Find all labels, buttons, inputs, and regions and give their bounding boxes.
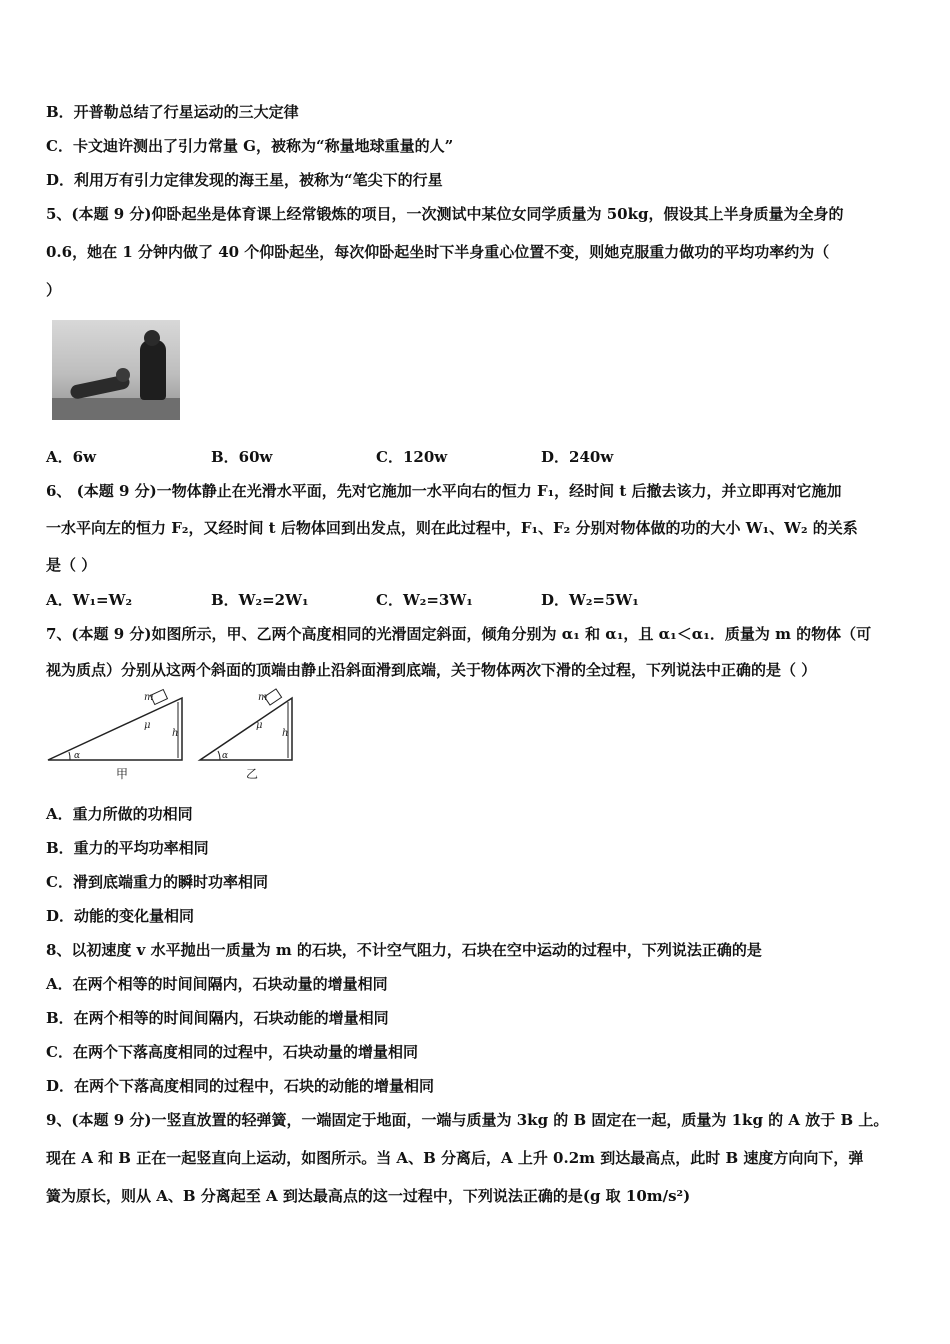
- q4-option-d: D．利用万有引力定律发现的海王星，被称为“笔尖下的行星: [46, 171, 443, 189]
- q8-option-b: B．在两个相等的时间间隔内，石块动能的增量相同: [46, 1009, 389, 1027]
- q5-option-d: D．240w: [541, 448, 614, 466]
- yi-label: 乙: [246, 767, 259, 781]
- q4-option-b: B．开普勒总结了行星运动的三大定律: [46, 103, 299, 121]
- yi-mass-label: m: [258, 692, 268, 703]
- yi-height-label: h: [282, 728, 289, 739]
- yi-mu-label: μ: [256, 720, 263, 731]
- q5-stem-line3: ）: [46, 281, 62, 299]
- q4-option-c: C．卡文迪许测出了引力常量 G，被称为“称量地球重量的人”: [46, 137, 454, 155]
- q7-stem-line1: 7、(本题 9 分)如图所示，甲、乙两个高度相同的光滑固定斜面，倾角分别为 α₁ 和 α₁，且 α₁＜α₁．质量为 m 的物体（可: [46, 625, 872, 643]
- q6-stem-line1: 6、 (本题 9 分)一物体静止在光滑水平面，先对它施加一水平向右的恒力 F₁，经时间 t 后撤去该力，并立即再对它施加: [46, 482, 842, 500]
- jia-mass-label: m: [144, 692, 154, 703]
- q6-stem-line3: 是（ ）: [46, 556, 97, 574]
- q5-options: [46, 447, 920, 467]
- jia-mu-label: μ: [144, 720, 151, 731]
- q8-option-a: A．在两个相等的时间间隔内，石块动量的增量相同: [46, 975, 388, 993]
- q7-option-a: A．重力所做的功相同: [46, 805, 193, 823]
- q8-stem: 8、以初速度 v 水平抛出一质量为 m 的石块，不计空气阻力，石块在空中运动的过程中，下列说法正确的是: [46, 941, 762, 959]
- yi-angle-label: α: [222, 751, 229, 761]
- q7-stem-line2: 视为质点）分别从这两个斜面的顶端由静止沿斜面滑到底端，关于物体两次下滑的全过程，下列说法中正确的是（ ）: [46, 661, 817, 679]
- jia-label: 甲: [116, 767, 129, 781]
- q7-option-b: B．重力的平均功率相同: [46, 839, 209, 857]
- q7-option-d: D．动能的变化量相同: [46, 907, 195, 925]
- q9-stem-line2: 现在 A 和 B 正在一起竖直向上运动，如图所示。当 A、B 分离后，A 上升 0.2m 到达最高点，此时 B 速度方向向下，弹: [46, 1149, 864, 1167]
- q5-option-c: C．120w: [376, 448, 448, 466]
- jia-height-label: h: [172, 728, 179, 739]
- q7-option-c: C．滑到底端重力的瞬时功率相同: [46, 873, 268, 891]
- q5-option-a: A．6w: [46, 448, 96, 466]
- situp-photo: [52, 320, 180, 420]
- jia-angle-label: α: [74, 751, 81, 761]
- q5-stem-line2: 0.6，她在 1 分钟内做了 40 个仰卧起坐，每次仰卧起坐时下半身重心位置不变，则她克服重力做功的平均功率约为（: [46, 243, 830, 261]
- q6-option-d: D．W₂=5W₁: [541, 591, 639, 609]
- q5-option-b: B．60w: [211, 448, 273, 466]
- q6-option-c: C．W₂=3W₁: [376, 591, 473, 609]
- q6-option-b: B．W₂=2W₁: [211, 591, 309, 609]
- q8-option-c: C．在两个下落高度相同的过程中，石块动量的增量相同: [46, 1043, 418, 1061]
- q5-stem-line1: 5、(本题 9 分)仰卧起坐是体育课上经常锻炼的项目，一次测试中某位女同学质量为 50kg，假设其上半身质量为全身的: [46, 205, 844, 223]
- q9-stem-line1: 9、(本题 9 分)一竖直放置的轻弹簧，一端固定于地面，一端与质量为 3kg 的 B 固定在一起，质量为 1kg 的 A 放于 B 上。: [46, 1111, 889, 1129]
- incline-jia: [48, 690, 182, 781]
- incline-yi: [200, 689, 292, 781]
- incline-figure: [44, 688, 294, 784]
- q6-option-a: A．W₁=W₂: [46, 591, 133, 609]
- q8-option-d: D．在两个下落高度相同的过程中，石块的动能的增量相同: [46, 1077, 435, 1095]
- q6-stem-line2: 一水平向左的恒力 F₂，又经时间 t 后物体回到出发点，则在此过程中，F₁、F₂ 分别对物体做的功的大小 W₁、W₂ 的关系: [46, 519, 858, 537]
- q6-options: [46, 590, 920, 610]
- q9-stem-line3: 簧为原长，则从 A、B 分离起至 A 到达最高点的这一过程中，下列说法正确的是(g 取 10m/s²): [46, 1187, 691, 1205]
